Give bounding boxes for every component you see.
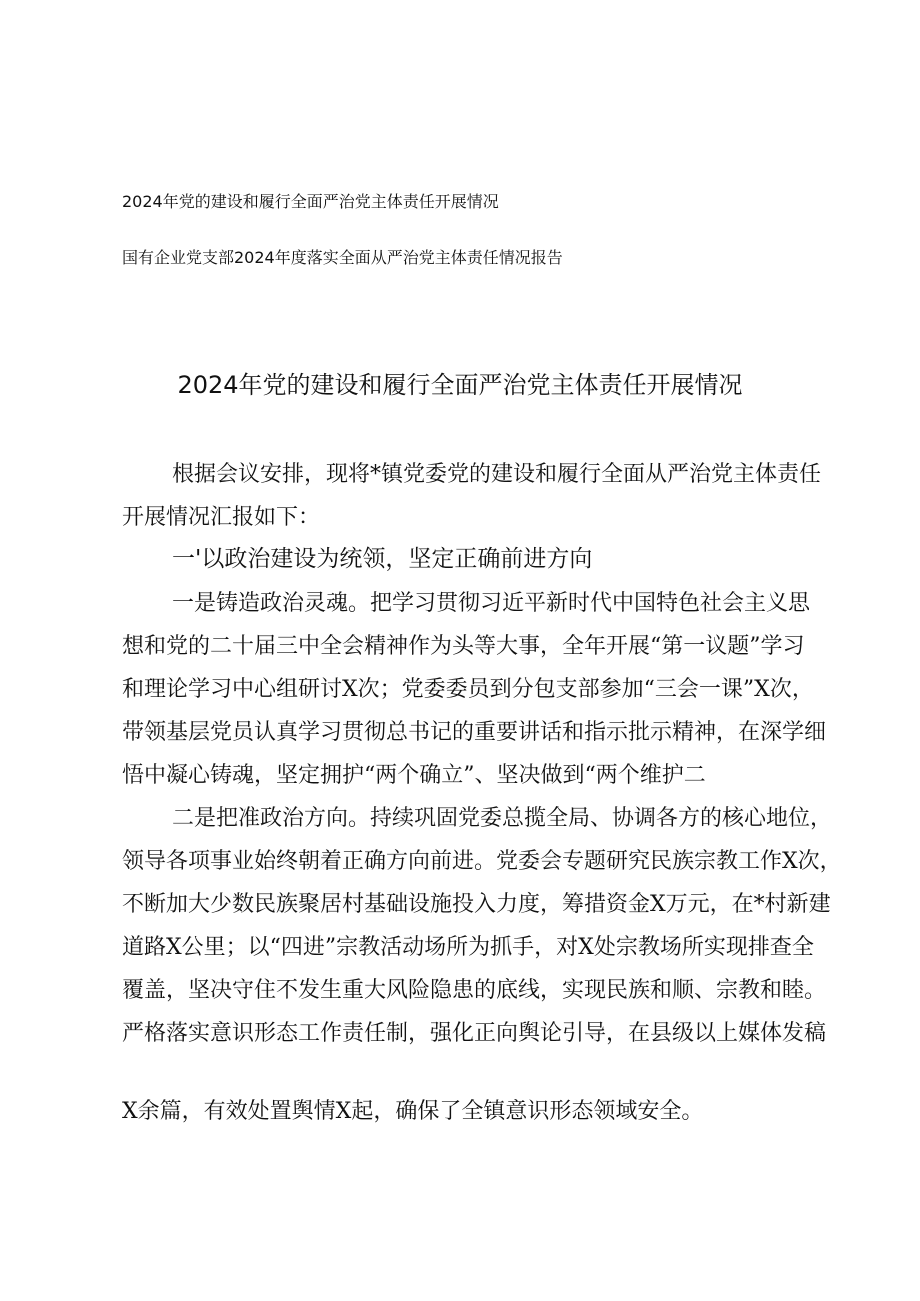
document-title: 2024年党的建设和履行全面严治党主体责任开展情况 [177, 371, 743, 399]
para2-line-6: 严格落实意识形态工作责任制，强化正向舆论引导，在县级以上媒体发稿 [122, 1021, 827, 1046]
toc-entry-1: 2024年党的建设和履行全面严治党主体责任开展情况 [122, 192, 499, 211]
para1-line-2: 想和党的二十届三中全会精神作为头等大事，全年开展“第一议题”学习 [122, 634, 805, 659]
para3-line-1: X余篇，有效处置舆情X起，确保了全镇意识形态领域安全。 [122, 1099, 704, 1124]
para2-line-3: 不断加大少数民族聚居村基础设施投入力度，筹措资金X万元，在*村新建 [122, 892, 831, 917]
toc-entry-2: 国有企业党支部2024年度落实全面从严治党主体责任情况报告 [122, 248, 563, 267]
para1-line-4: 带领基层党员认真学习贯彻总书记的重要讲话和指示批示精神，在深学细 [122, 720, 827, 745]
para1-line-3: 和理论学习中心组研讨X次；党委委员到分包支部参加“三会一课”X次， [122, 677, 814, 702]
para2-line-5: 覆盖，坚决守住不发生重大风险隐患的底线，实现民族和顺、宗教和睦。 [122, 978, 827, 1003]
para2-line-4: 道路X公里；以“四进”宗教活动场所为抓手，对X处宗教场所实现排查全 [122, 935, 814, 960]
para2-line-1: 二是把准政治方向。持续巩固党委总揽全局、协调各方的核心地位， [172, 806, 833, 831]
intro-line-2: 开展情况汇报如下： [122, 505, 321, 530]
section-heading: 一'以政治建设为统领，坚定正确前进方向 [172, 546, 593, 572]
intro-line-1: 根据会议安排，现将*镇党委党的建设和履行全面从严治党主体责任 [172, 462, 822, 487]
para2-line-2: 领导各项事业始终朝着正确方向前进。党委会专题研究民族宗教工作X次， [122, 849, 842, 874]
para1-line-1: 一是铸造政治灵魂。把学习贯彻习近平新时代中国特色社会主义思 [172, 591, 811, 616]
para1-line-5: 悟中凝心铸魂，坚定拥护“两个确立”、坚决做到“两个维护二 [122, 763, 706, 788]
